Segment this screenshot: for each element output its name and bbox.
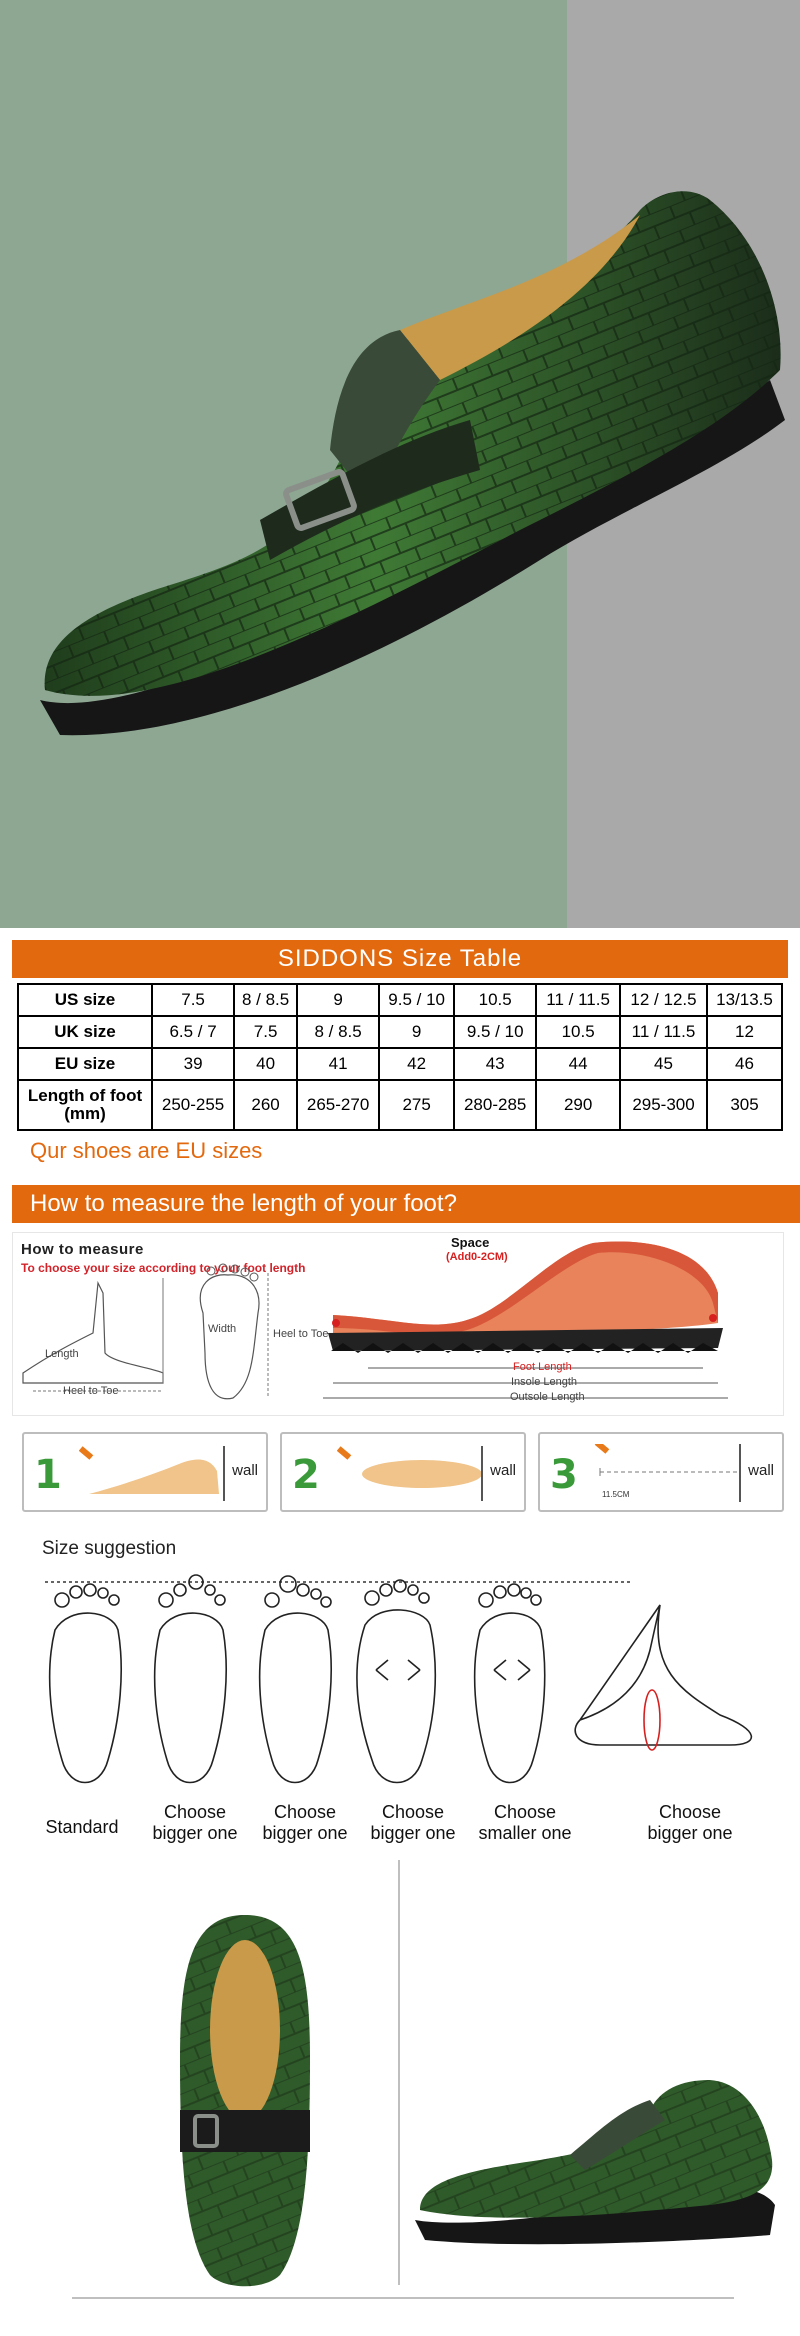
size-table-cell: 280-285	[454, 1080, 536, 1130]
size-table-cell: 39	[152, 1048, 234, 1080]
size-table-row-header: UK size	[18, 1016, 152, 1048]
how-to-measure-subtitle: To choose your size according to your foot length	[21, 1261, 306, 1275]
step-3-wall-label: wall	[748, 1462, 774, 1479]
size-table-cell: 9	[297, 984, 379, 1016]
size-table-cell: 250-255	[152, 1080, 234, 1130]
size-table-cell: 9.5 / 10	[379, 984, 454, 1016]
size-table-cell: 9	[379, 1016, 454, 1048]
label-heel-to-toe-2: Heel to Toe	[273, 1328, 329, 1340]
size-table-cell: 295-300	[620, 1080, 707, 1130]
size-table-cell: 8 / 8.5	[297, 1016, 379, 1048]
size-table-cell: 7.5	[152, 984, 234, 1016]
size-table-row	[18, 1016, 782, 1048]
eu-size-note: Qur shoes are EU sizes	[30, 1138, 263, 1163]
size-table-cell: 12 / 12.5	[620, 984, 707, 1016]
size-table-row-header: EU size	[18, 1048, 152, 1080]
size-table-cell: 290	[536, 1080, 620, 1130]
measure-banner: How to measure the length of your foot?	[12, 1185, 800, 1223]
label-heel-to-toe: Heel to Toe	[63, 1385, 119, 1397]
step-2-wall-label: wall	[490, 1462, 516, 1479]
size-table-row-header: Length of foot (mm)	[18, 1080, 152, 1130]
side-view-shoe-image	[410, 2060, 780, 2260]
hero-photo	[0, 0, 800, 928]
how-to-measure-title: How to measure	[21, 1241, 144, 1258]
size-table-cell: 42	[379, 1048, 454, 1080]
step-3-ruler-mark: 11.5CM	[602, 1490, 630, 1499]
caption-smaller: Choose smaller one	[478, 1802, 572, 1843]
caption-bigger-3: Choose bigger one	[370, 1802, 456, 1843]
size-table-cell: 13/13.5	[707, 984, 782, 1016]
size-table-cell: 11 / 11.5	[536, 984, 620, 1016]
size-table-title: SIDDONS Size Table	[12, 940, 788, 978]
size-table-row-header: US size	[18, 984, 152, 1016]
size-table-cell: 305	[707, 1080, 782, 1130]
photo-divider-horizontal	[72, 2297, 734, 2299]
foot-measure-diagram	[13, 1233, 783, 1415]
label-insole-length: Insole Length	[511, 1376, 578, 1388]
size-table-row	[18, 1080, 782, 1130]
caption-standard: Standard	[45, 1817, 119, 1837]
size-table-cell: 8 / 8.5	[234, 984, 297, 1016]
step-2	[280, 1432, 526, 1512]
step-1	[22, 1432, 268, 1512]
size-table-cell: 44	[536, 1048, 620, 1080]
size-table-cell: 41	[297, 1048, 379, 1080]
size-table-cell: 265-270	[297, 1080, 379, 1130]
size-table-row	[18, 984, 782, 1016]
label-space-sub: (Add0-2CM)	[446, 1251, 508, 1263]
photo-divider-vertical	[398, 1860, 400, 2285]
step-1-wall-label: wall	[232, 1462, 258, 1479]
size-table-cell: 46	[707, 1048, 782, 1080]
top-view-shoe-image	[150, 1910, 340, 2290]
step-2-foot-icon	[337, 1446, 487, 1501]
size-table-cell: 43	[454, 1048, 536, 1080]
label-foot-length: Foot Length	[513, 1361, 572, 1373]
label-width: Width	[208, 1323, 237, 1335]
size-table-cell: 9.5 / 10	[454, 1016, 536, 1048]
caption-bigger-2: Choose bigger one	[262, 1802, 348, 1843]
size-table-cell: 260	[234, 1080, 297, 1130]
caption-bigger-1: Choose bigger one	[152, 1802, 238, 1843]
size-table-cell: 40	[234, 1048, 297, 1080]
step-3	[538, 1432, 784, 1512]
size-table-section	[0, 928, 800, 1178]
size-table-cell: 11 / 11.5	[620, 1016, 707, 1048]
size-table-cell: 45	[620, 1048, 707, 1080]
caption-bigger-4: Choose bigger one	[647, 1802, 733, 1843]
label-outsole-length: Outsole Length	[510, 1391, 585, 1403]
measure-steps	[22, 1432, 782, 1510]
step-1-foot-icon	[79, 1446, 229, 1501]
bottom-photos	[0, 1860, 800, 2336]
size-suggestion	[0, 1520, 800, 1860]
label-length: Length	[45, 1348, 79, 1360]
hero-shoe-image	[0, 0, 800, 928]
size-table-cell: 6.5 / 7	[152, 1016, 234, 1048]
step-3-number: 3	[550, 1452, 578, 1498]
size-table-cell: 10.5	[454, 984, 536, 1016]
step-2-number: 2	[292, 1452, 320, 1498]
size-table	[17, 983, 783, 1131]
step-1-number: 1	[34, 1452, 62, 1498]
size-table-cell: 275	[379, 1080, 454, 1130]
size-table-cell: 12	[707, 1016, 782, 1048]
size-suggestion-title: Size suggestion	[42, 1538, 177, 1559]
label-space: Space	[451, 1235, 490, 1250]
size-table-cell: 7.5	[234, 1016, 297, 1048]
how-to-measure-panel	[12, 1232, 784, 1416]
size-table-cell: 10.5	[536, 1016, 620, 1048]
size-table-row	[18, 1048, 782, 1080]
